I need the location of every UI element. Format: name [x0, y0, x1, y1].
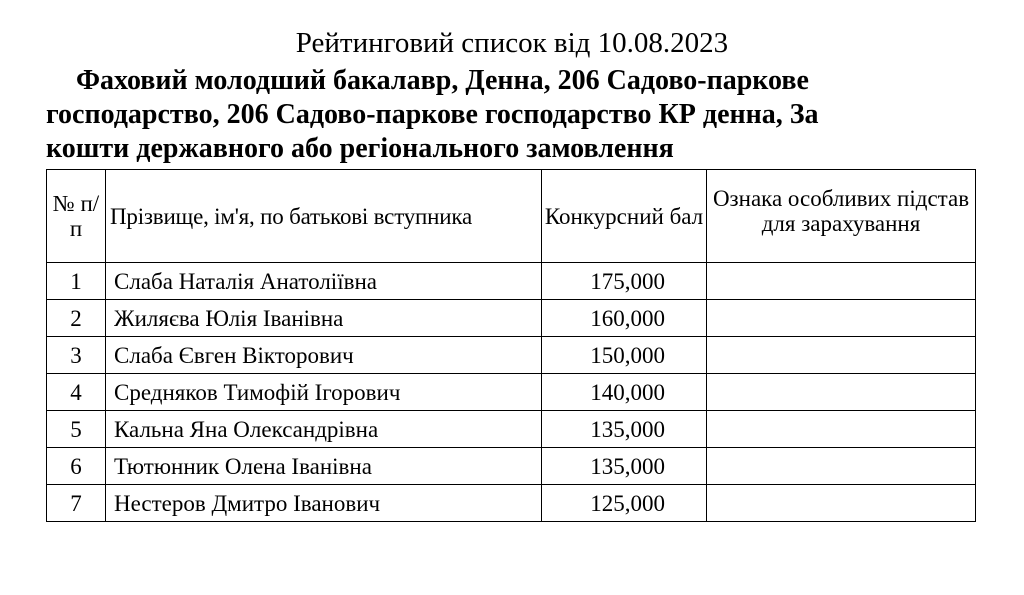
- row-note-cell: [707, 411, 976, 448]
- header-name: Прізвище, ім'я, по батькові вступника: [106, 170, 542, 263]
- row-score-cell: 135,000: [542, 411, 707, 448]
- row-num-cell: 6: [47, 448, 106, 485]
- page-title: Рейтинговий список від 10.08.2023: [295, 27, 729, 59]
- header-score: Конкурсний бал: [542, 170, 707, 263]
- row-note-cell: [707, 374, 976, 411]
- row-num-cell: 2: [47, 300, 106, 337]
- subtitle-line: Фаховий молодший бакалавр, Денна, 206 Садово-паркове: [76, 65, 809, 96]
- row-name-cell: Слаба Євген Вікторович: [106, 337, 542, 374]
- row-note-cell: [707, 485, 976, 522]
- row-name-cell: Нестеров Дмитро Іванович: [106, 485, 542, 522]
- row-score-cell: 135,000: [542, 448, 707, 485]
- row-name-cell: Слаба Наталія Анатоліївна: [106, 263, 542, 300]
- header-num: № п/п: [47, 170, 106, 263]
- subtitle-line: кошти державного або регіонального замовлення: [46, 133, 674, 164]
- table-row: [47, 374, 976, 411]
- row-num-cell: 3: [47, 337, 106, 374]
- table-header: [47, 170, 976, 263]
- row-num-cell: 4: [47, 374, 106, 411]
- row-score-cell: 125,000: [542, 485, 707, 522]
- row-note-cell: [707, 263, 976, 300]
- row-num-cell: 5: [47, 411, 106, 448]
- row-score-cell: 160,000: [542, 300, 707, 337]
- row-name-cell: Жиляєва Юлія Іванівна: [106, 300, 542, 337]
- table-row: [47, 263, 976, 300]
- row-name-cell: Средняков Тимофій Ігорович: [106, 374, 542, 411]
- row-note-cell: [707, 337, 976, 374]
- header-row: [47, 170, 976, 263]
- table-body: [47, 263, 976, 522]
- row-note-cell: [707, 448, 976, 485]
- subtitle-line: господарство, 206 Садово-паркове господарство КР денна, За: [46, 99, 819, 130]
- table-row: [47, 337, 976, 374]
- table-row: [47, 448, 976, 485]
- row-note-cell: [707, 300, 976, 337]
- row-score-cell: 140,000: [542, 374, 707, 411]
- row-num-cell: 7: [47, 485, 106, 522]
- table-row: [47, 485, 976, 522]
- table-row: [47, 300, 976, 337]
- page-subtitle: [46, 64, 976, 166]
- rating-table: [46, 169, 976, 522]
- header-note: Ознака особливих підстав для зарахування: [707, 170, 976, 263]
- row-name-cell: Кальна Яна Олександрівна: [106, 411, 542, 448]
- row-num-cell: 1: [47, 263, 106, 300]
- row-score-cell: 175,000: [542, 263, 707, 300]
- table-row: [47, 411, 976, 448]
- row-score-cell: 150,000: [542, 337, 707, 374]
- row-name-cell: Тютюнник Олена Іванівна: [106, 448, 542, 485]
